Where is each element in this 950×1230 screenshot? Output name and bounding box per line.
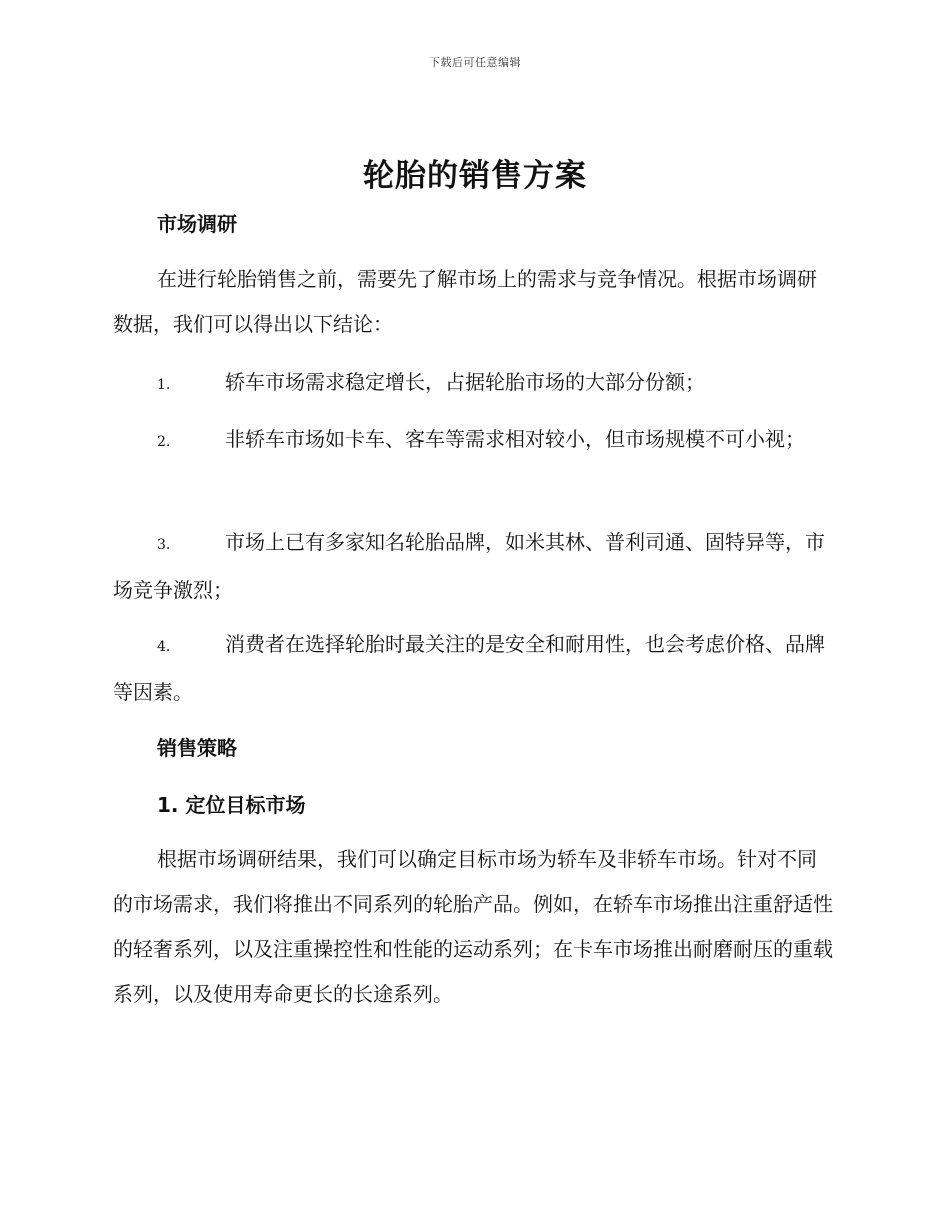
list-item-number: 2. (157, 434, 171, 450)
list-item-number: 1. (157, 377, 171, 393)
list-item-text: 市场上已有多家知名轮胎品牌，如米其林、普利司通、固特异等，市场竞争激烈； (113, 530, 825, 602)
section-heading-market: 市场调研 (157, 212, 237, 236)
target-market-paragraph (113, 837, 833, 1017)
market-intro-paragraph (113, 257, 833, 347)
list-item-text: 消费者在选择轮胎时最关注的是安全和耐用性，也会考虑价格、品牌等因素。 (113, 632, 825, 704)
list-item (113, 360, 833, 408)
list-item-number: 4. (157, 639, 171, 655)
target-market-text: 根据市场调研结果，我们可以确定目标市场为轿车及非轿车市场。针对不同的市场需求，我们将推出不同系列的轮胎产品。例如，在轿车市场推出注重舒适性的轻奢系列，以及注重操控性和性能的运动系列；在卡车市场推出耐磨耐压的重载系列，以及使用寿命更长的长途系列。 (113, 847, 833, 1006)
document-title: 轮胎的销售方案 (363, 158, 587, 194)
subsection-heading-target-market: 1. 定位目标市场 (157, 793, 306, 817)
list-item (113, 622, 833, 715)
market-intro-text: 在进行轮胎销售之前，需要先了解市场上的需求与竞争情况。根据市场调研数据，我们可以得出以下结论： (113, 267, 817, 336)
list-item-text: 非轿车市场如卡车、客车等需求相对较小，但市场规模不可小视； (225, 427, 805, 451)
list-item (113, 520, 833, 613)
header-note: 下载后可任意编辑 (429, 56, 521, 69)
list-item-number: 3. (157, 537, 171, 553)
list-item-text: 轿车市场需求稳定增长，占据轮胎市场的大部分份额； (225, 370, 705, 394)
section-heading-sales: 销售策略 (157, 736, 237, 760)
list-item (113, 417, 833, 465)
